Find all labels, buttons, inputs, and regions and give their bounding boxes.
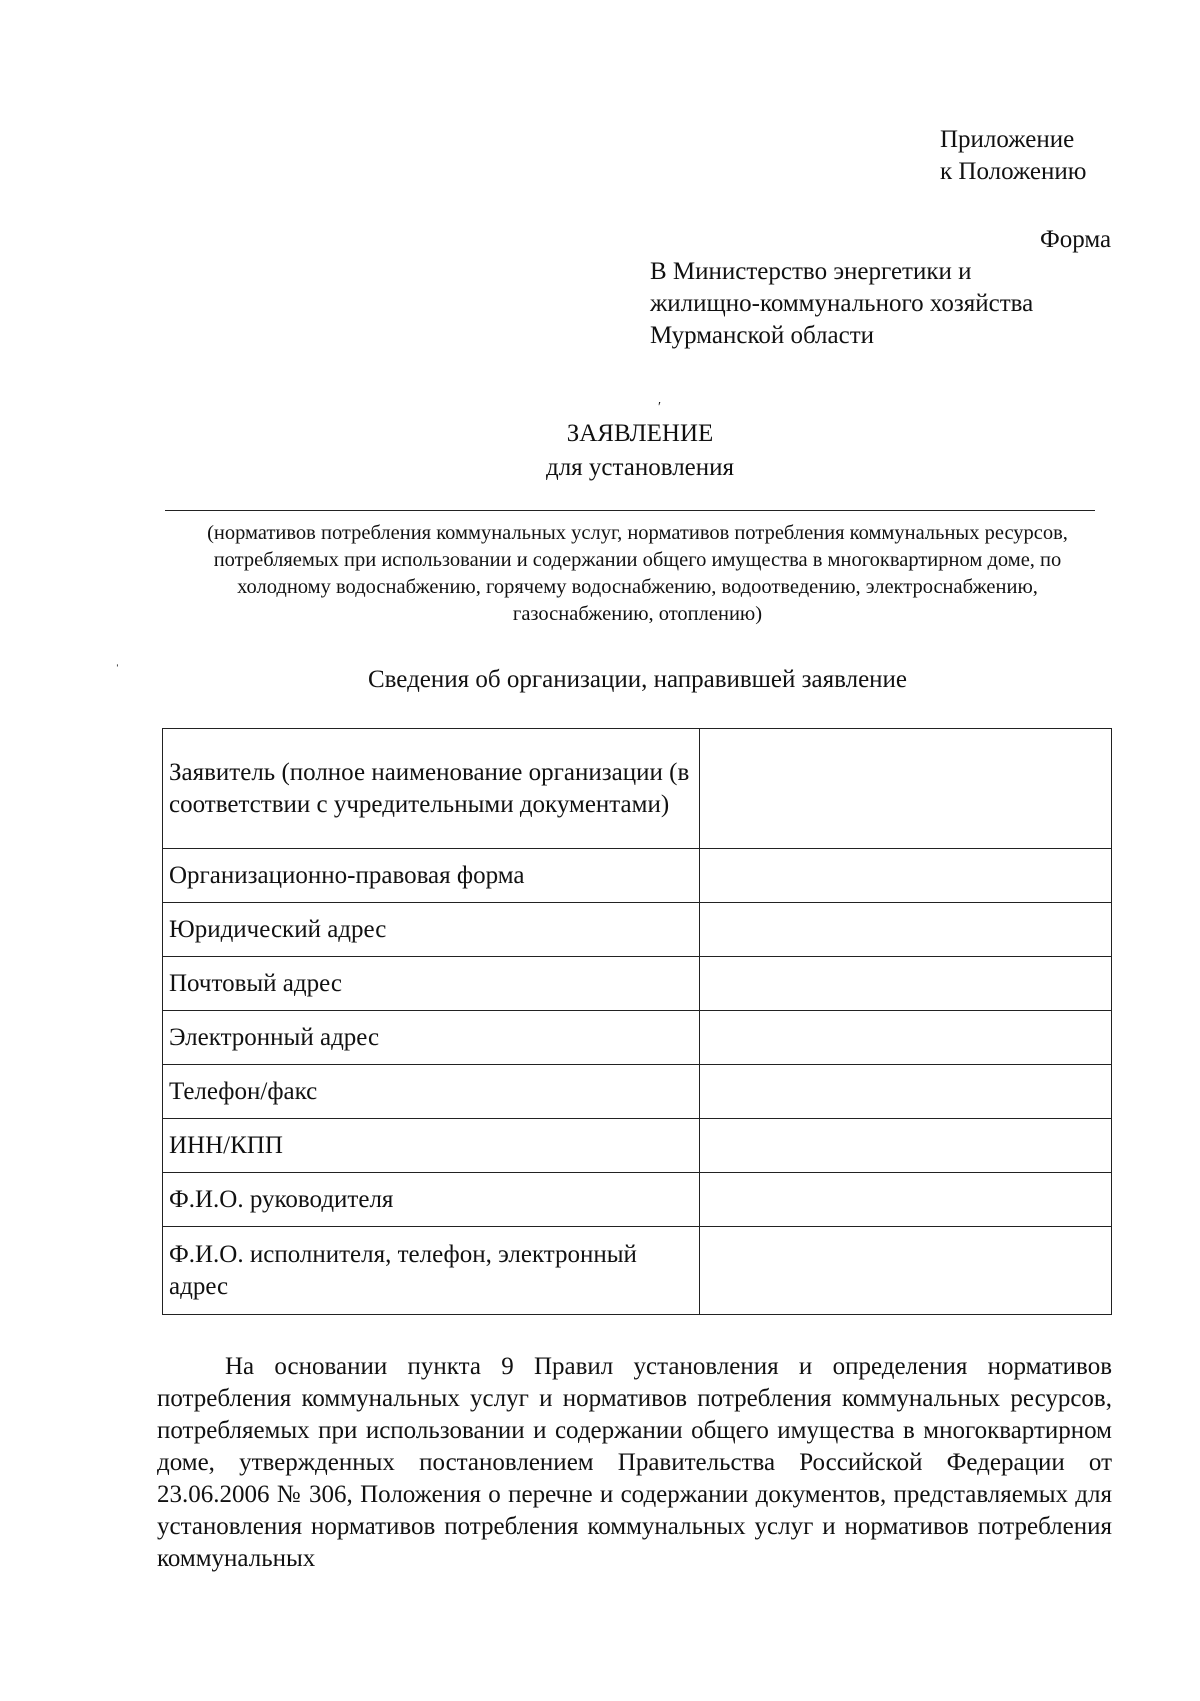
- appendix-reference: [940, 124, 1086, 188]
- row-value-cell[interactable]: [699, 849, 1111, 903]
- row-value-cell[interactable]: [699, 1119, 1111, 1173]
- table-row: [163, 1119, 1112, 1173]
- fill-in-caption: (нормативов потребления коммунальных услуг, нормативов потребления коммунальных ресурсов, потребляемых при использовании и содержании общего имущества в многоквартирном доме, по холодному водоснабжению, горячему водоснабжению, водоотведению, электроснабжению, газоснабжению, отоплению): [207, 522, 1068, 625]
- recipient-line-3: Мурманской области: [650, 322, 875, 349]
- document-title: ЗАЯВЛЕНИЕ: [566, 420, 714, 447]
- row-value-cell[interactable]: [699, 1065, 1111, 1119]
- table-row: [163, 957, 1112, 1011]
- row-value-cell[interactable]: [699, 903, 1111, 957]
- row-value-cell[interactable]: [699, 957, 1111, 1011]
- body-paragraph: На основании пункта 9 Правил установления и определения нормативов потребления коммунальных услуг и нормативов потребления коммунальных ресурсов, потребляемых при использовании и содержании общего имущества в многоквартирном доме, утвержденных постановлением Правительства Российской Федерации от 23.06.2006 № 306, Положения о перечне и содержании документов, представляемых для установления нормативов потребления коммунальных услуг и нормативов потребления коммунальных: [157, 1353, 1112, 1572]
- recipient-block: [650, 256, 1033, 352]
- row-label: Организационно-правовая форма: [163, 849, 700, 903]
- document-subtitle: для установления: [545, 454, 735, 481]
- table-row: [163, 1173, 1112, 1227]
- table-row: [163, 729, 1112, 849]
- appendix-line-2: к Положению: [940, 158, 1087, 185]
- appendix-line-1: Приложение: [940, 126, 1075, 153]
- row-value-cell[interactable]: [699, 1227, 1111, 1315]
- row-value-cell[interactable]: [699, 1011, 1111, 1065]
- recipient-line-1: В Министерство энергетики и: [650, 258, 972, 285]
- scan-mark: ˈ: [115, 663, 120, 678]
- table-row: [163, 1065, 1112, 1119]
- table-row: [163, 903, 1112, 957]
- table-row: [163, 1011, 1112, 1065]
- row-label: Ф.И.О. руководителя: [163, 1173, 700, 1227]
- row-label: Электронный адрес: [163, 1011, 700, 1065]
- row-label: Юридический адрес: [163, 903, 700, 957]
- row-label: ИНН/КПП: [163, 1119, 700, 1173]
- section-title: Сведения об организации, направившей заявление: [367, 666, 908, 693]
- fill-in-line: [165, 510, 1095, 511]
- organization-info-table: [162, 728, 1112, 1315]
- row-label: Заявитель (полное наименование организации (в соответствии с учредительными документами): [163, 729, 700, 849]
- table-row: [163, 1227, 1112, 1315]
- row-label: Ф.И.О. исполнителя, телефон, электронный адрес: [163, 1227, 700, 1315]
- recipient-line-2: жилищно-коммунального хозяйства: [650, 290, 1034, 317]
- form-label: Форма: [1040, 226, 1112, 253]
- table-row: [163, 849, 1112, 903]
- row-label: Телефон/факс: [163, 1065, 700, 1119]
- row-value-cell[interactable]: [699, 729, 1111, 849]
- row-label: Почтовый адрес: [163, 957, 700, 1011]
- row-value-cell[interactable]: [699, 1173, 1111, 1227]
- scan-mark: ′: [658, 400, 662, 415]
